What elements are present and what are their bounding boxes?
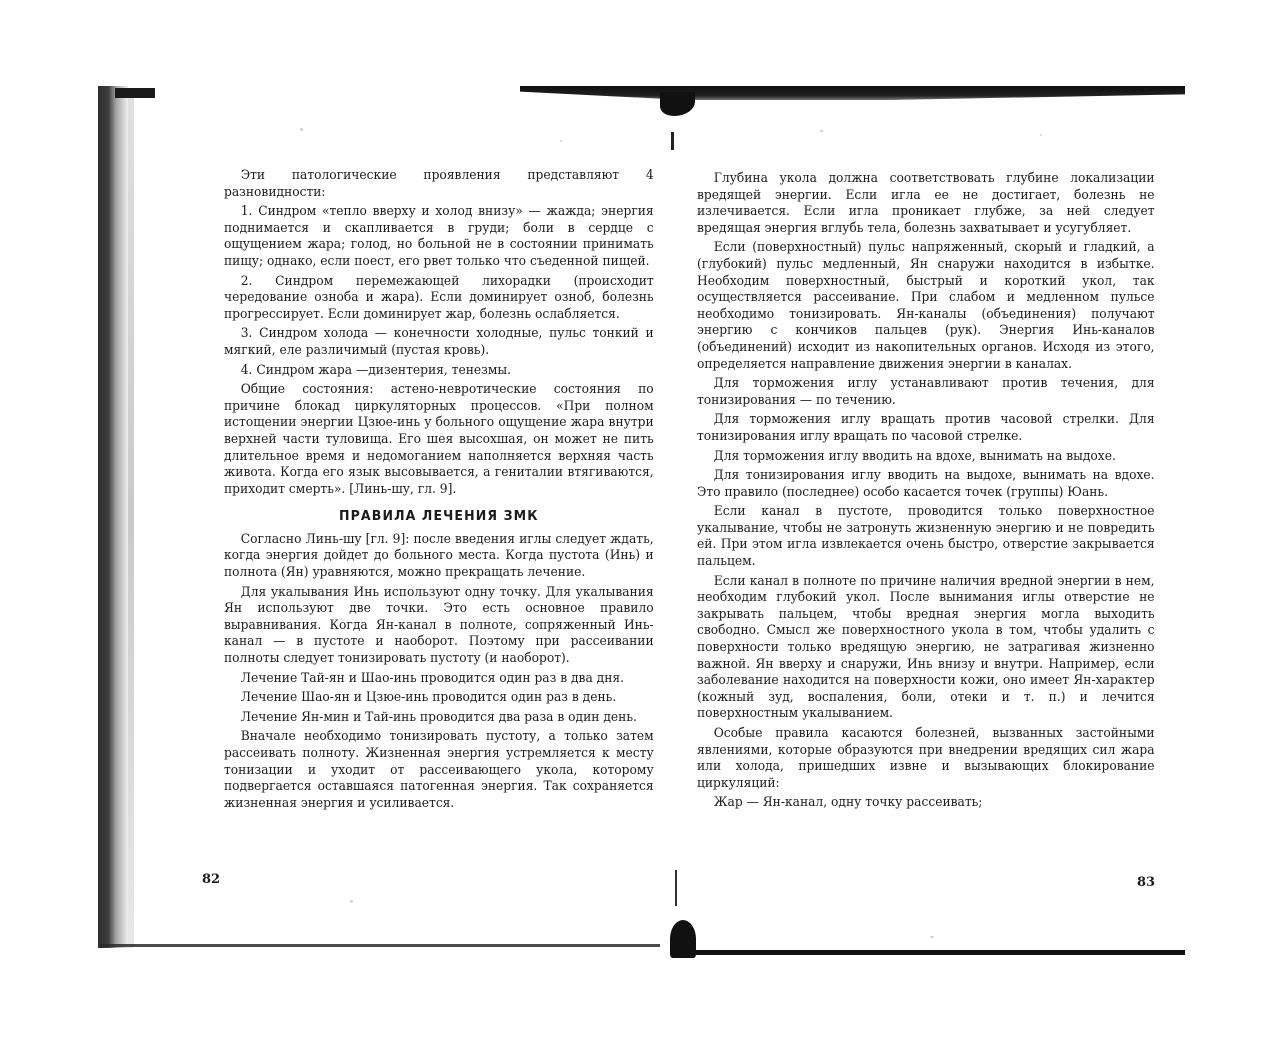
left-paragraph-12: Вначале необходимо тонизировать пустоту, а только затем рассеивать полноту. Жизненная энергия устремляется к месту тонизации и уходит от рассеивающего укола, которому подвергается оставшаяся патогенная энергия. Так сохраняется жизненная энергия и усиливается. xyxy=(224,729,654,811)
speckle xyxy=(560,140,562,142)
scan-edge-bottom-left xyxy=(100,944,660,947)
scan-shadow-left-inner xyxy=(128,90,134,948)
right-paragraph-5: Для торможения иглу вводить на вдохе, вынимать на выдохе. xyxy=(713,448,1116,464)
right-paragraph-2: Если (поверхностный) пульс напряженный, скорый и гладкий, а (глубокий) пульс медленный, Ян снаружи находится в избытке. Необходим поверхностный, быстрый и короткий укол, так осуществляется рассеивание. При слабом и медленном пульсе необходимо тонизировать. Ян-каналы (объединения) получают энергию с кончиков пальцев (рук). Энергия Инь-каналов (объединений) исходит из накопительных органов. Исходя из этого, определяется направление движения энергии в каналах. xyxy=(697,240,1155,372)
right-paragraph-1: Глубина укола должна соответствовать глубине локализации вредящей энергии. Если игла ее не достигает, болезнь не излечивается. Если игла проникает глубже, за ней следует вредящая энергия вглубь тела, болезнь захватывает и усугубляет. xyxy=(697,171,1155,236)
left-paragraph-10: Лечение Шао-ян и Цзюе-инь проводится один раз в день. xyxy=(240,690,617,706)
left-paragraph-4: 3. Синдром холода — конечности холодные, пульс тонкий и мягкий, еле различимый (пустая кровь). xyxy=(224,326,654,358)
left-paragraph-5: 4. Синдром жара —дизентерия, тенезмы. xyxy=(240,362,512,378)
scan-shadow-left xyxy=(98,86,128,948)
scan-artifact-top-left xyxy=(115,88,155,98)
left-paragraph-9: Лечение Тай-ян и Шао-инь проводится один раз в два дня. xyxy=(240,670,625,686)
left-paragraph-11: Лечение Ян-мин и Тай-инь проводится два раза в один день. xyxy=(240,709,637,725)
gutter-mark xyxy=(671,132,674,150)
left-paragraph-8: Для укалывания Инь используют одну точку. Для укалывания Ян используют две точки. Это есть основное правило выравнивания. Когда Ян-канал в полноте, сопряженный Инь-канал — в пустоте и наоборот. Поэтому при рассеивании полноты следует тонизировать пустоту (и наоборот). xyxy=(224,584,654,667)
left-paragraph-3: 2. Синдром перемежающей лихорадки (происходит чередование озноба и жара). Если доминирует озноб, болезнь прогрессирует. Если доминирует жар, болезнь ослабляется. xyxy=(224,273,654,322)
right-paragraph-4: Для торможения иглу вращать против часовой стрелки. Для тонизирования иглу вращать по часовой стрелке. xyxy=(697,412,1155,444)
gutter-artifact-top xyxy=(660,92,695,116)
page-number-right: 83 xyxy=(1137,875,1156,890)
speckle xyxy=(930,936,934,938)
left-page xyxy=(224,168,654,815)
right-paragraph-8: Если канал в полноте по причине наличия вредной энергии в нем, необходим глубокий укол. После вынимания иглы отверстие не закрывать пальцем, чтобы вредная энергия могла выходить свободно. Смысл же поверхностного укола в том, чтобы удалить с поверхности только вредящую энергию, не затрагивая жизненно важной. Ян вверху и снаружи, Инь внизу и внутри. Например, если заболевание находится на поверхности кожи, оно имеет Ян-характер (кожный зуд, воспаления, боли, отеки и т. п.) и лечится поверхностным укалыванием. xyxy=(697,573,1155,722)
gutter-artifact-bottom xyxy=(670,920,696,958)
right-paragraph-7: Если канал в пустоте, проводится только поверхностное укалывание, чтобы не затронуть жизненную энергию и не повредить ей. При этом игла извлекается очень быстро, отверстие закрывается пальцем. xyxy=(697,504,1155,570)
right-paragraph-3: Для торможения иглу устанавливают против течения, для тонизирования — по течению. xyxy=(697,376,1155,408)
page-number-left: 82 xyxy=(202,872,221,887)
speckle xyxy=(1040,134,1042,136)
right-paragraph-9: Особые правила касаются болезней, вызванных застойными явлениями, которые образуются при внедрении вредящих сил жара или холода, пришедших извне и вызывающих блокирование циркуляций: xyxy=(697,726,1155,791)
right-paragraph-6: Для тонизирования иглу вводить на выдохе, вынимать на вдохе. Это правило (последнее) особо касается точек (группы) Юань. xyxy=(697,468,1155,500)
left-paragraph-2: 1. Синдром «тепло вверху и холод внизу» — жажда; энергия поднимается и скапливается в груди; боли в сердце с ощущением жара; голод, но больной не в состоянии принимать пищу; однако, если поест, его рвет только что съеденной пищей. xyxy=(224,204,654,269)
right-paragraph-10: Жар — Ян-канал, одну точку рассеивать; xyxy=(713,795,983,811)
right-page xyxy=(697,171,1155,815)
left-paragraph-1: Эти патологические проявления представляют 4 разновидности: xyxy=(224,168,654,200)
left-paragraph-7: Согласно Линь-шу [гл. 9]: после введения иглы следует ждать, когда энергия дойдет до больного места. Когда пустота (Инь) и полнота (Ян) уравняются, можно прекращать лечение. xyxy=(224,531,654,581)
scan-artifact-top-right xyxy=(520,86,1185,100)
gutter-line xyxy=(675,870,677,906)
left-paragraph-6: Общие состояния: астено-невротические состояния по причине блокад циркуляторных процессов. «При полном истощении энергии Цзюе-инь у больного ощущение жара внутри верхней части туловища. Его шея высохшая, он может не пить длительное время и недомоганием наполняется верхняя часть живота. Когда его язык высовывается, а гениталии втягиваются, приходит смерть». [Линь-шу, гл. 9]. xyxy=(224,382,654,497)
speckle xyxy=(300,128,303,131)
speckle xyxy=(820,130,823,132)
scan-edge-bottom-right xyxy=(695,950,1185,955)
section-heading: ПРАВИЛА ЛЕЧЕНИЯ ЗМК xyxy=(338,508,539,525)
speckle xyxy=(350,900,353,903)
